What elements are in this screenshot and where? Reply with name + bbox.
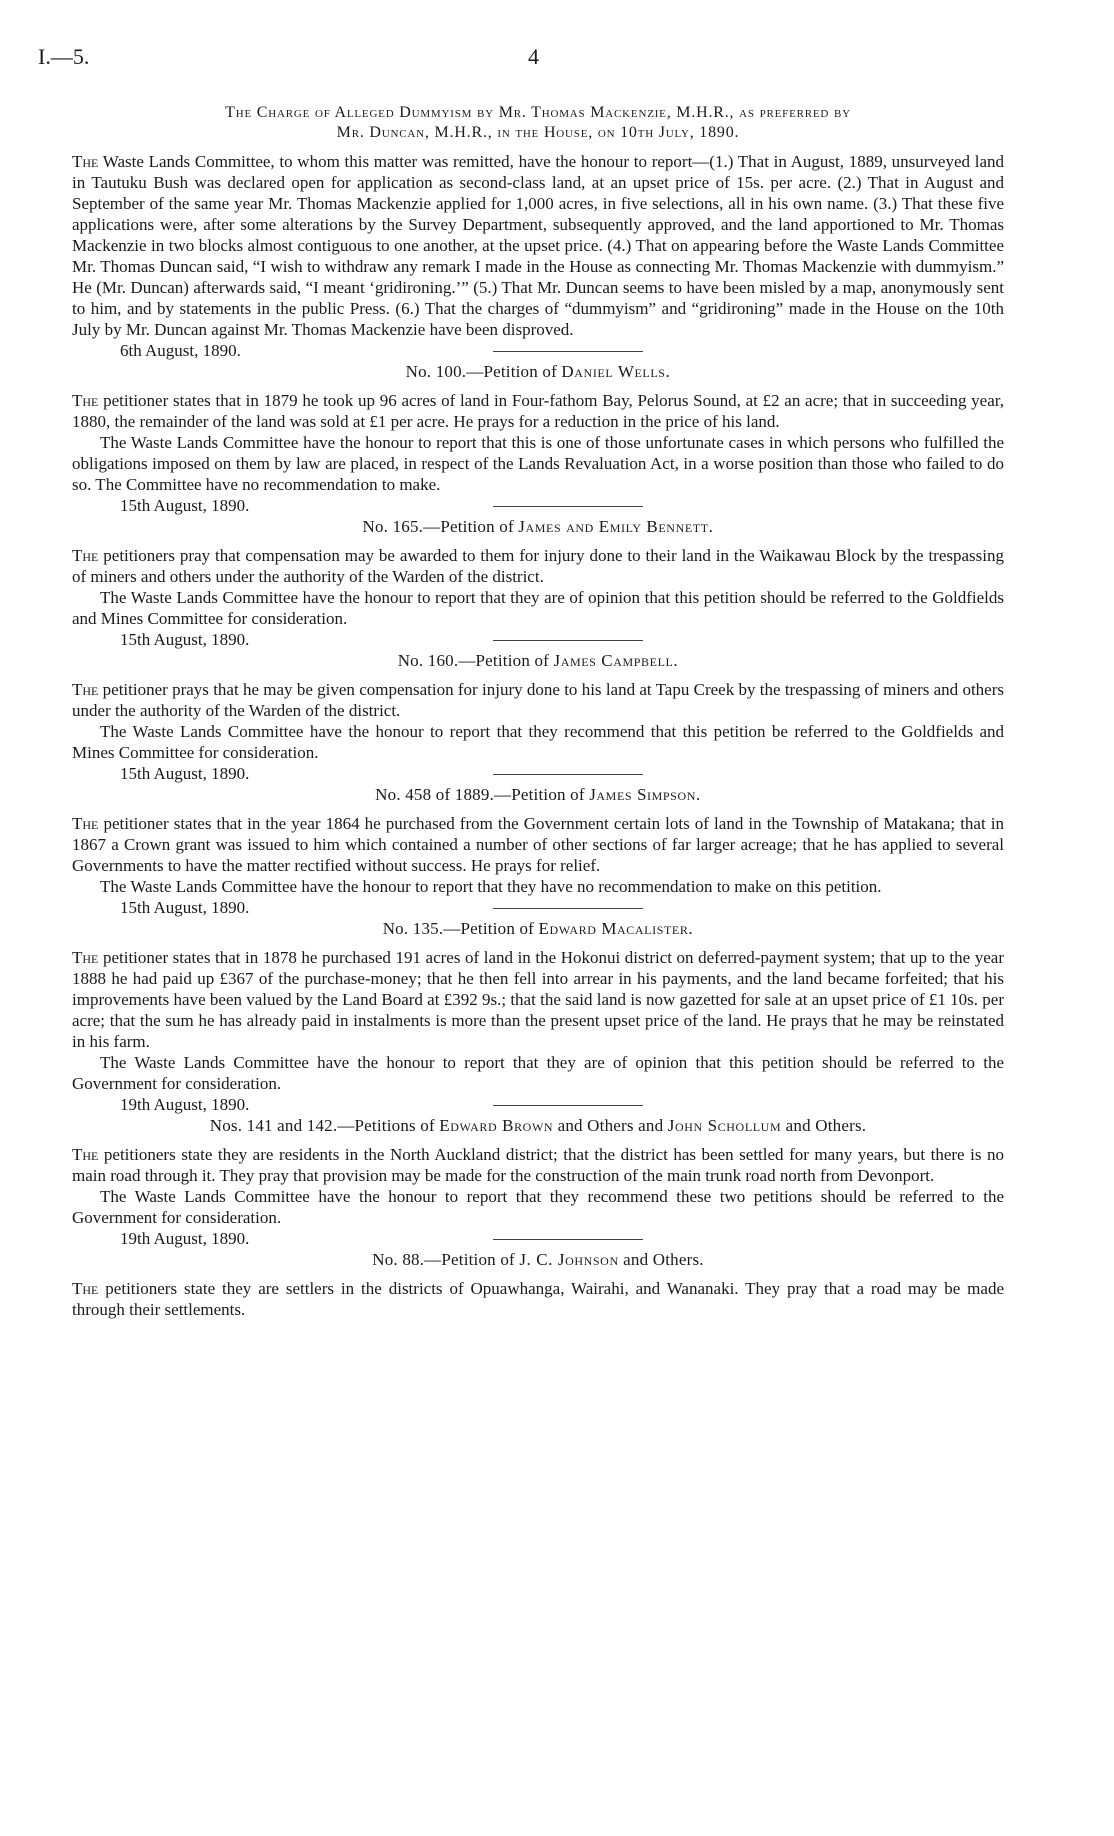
page-number: 4 [528, 44, 539, 69]
section-divider [493, 1239, 643, 1240]
petition-number: Nos. 141 and 142.—Petitions of [209, 1116, 440, 1135]
petition-paragraph [72, 1278, 1004, 1320]
lead-word: The [72, 680, 99, 699]
document-body [72, 103, 1004, 1326]
petitioner-name: John Schollum [667, 1116, 782, 1135]
petition-number: No. 135.—Petition of [382, 919, 539, 938]
paragraph-text: Waste Lands Committee, to whom this matter was remitted, have the honour to report—(1.) That in August, 1889, unsurveyed land in Tautuku Bush was declared open for application as second-class land, at an upset price of 15s. per acre. (2.) That in August and September of the same year Mr. Thomas Mackenzie applied for 1,000 acres, in five selections, all in his own name. (3.) That these five applications were, after some alterations by the Survey Department, subsequently approved, and the land apportioned to Mr. Thomas Mackenzie in two blocks almost contiguous to one another, at the upset price. (4.) That on appearing before the Waste Lands Committee Mr. Thomas Duncan said, “I wish to withdraw any remark I made in the House as connecting Mr. Thomas Mackenzie with dummyism.” He (Mr. Duncan) afterwards said, “I meant ‘gridironing.’” (5.) That Mr. Duncan seems to have been misled by a map, anonymously sent to him, and by statements in the public Press. (6.) That the charges of “dummyism” and “gridironing” made in the House on the 10th July by Mr. Duncan against Mr. Thomas Mackenzie have been disproved. [72, 152, 1004, 339]
petition-number: No. 100.—Petition of [405, 362, 562, 381]
lead-word: The [72, 814, 99, 833]
section-title-line: The Charge of Alleged Dummyism by Mr. Thomas Mackenzie, M.H.R., as preferred by [225, 104, 851, 121]
lead-word: The [72, 152, 99, 171]
lead-word: The [72, 948, 99, 967]
paragraph-text: petitioners state they are settlers in the districts of Opuawhanga, Wairahi, and Wananaki. They pray that a road may be made through their settlements. [72, 1279, 1004, 1319]
committee-report-paragraph: The Waste Lands Committee have the honour to report that they have no recommendation to make on this petition. [100, 877, 882, 896]
title-suffix: and Others. [781, 1116, 867, 1135]
petition-title [72, 362, 1004, 382]
petitioner-name: James Simpson. [589, 785, 701, 804]
petition-section [72, 1250, 1004, 1320]
petition-paragraph [72, 545, 1004, 587]
lead-word: The [72, 1145, 99, 1164]
petition-number: No. 458 of 1889.—Petition of [375, 785, 590, 804]
lead-word: The [72, 391, 99, 410]
report-date: 6th August, 1890. [120, 341, 241, 360]
petition-paragraph [72, 679, 1004, 721]
petition-title [72, 919, 1004, 939]
petition-section [72, 785, 1004, 917]
report-date: 15th August, 1890. [120, 764, 250, 783]
paragraph-text: petitioner states that in 1878 he purchased 191 acres of land in the Hokonui district on deferred-payment system; that up to the year 1888 he had paid up £367 of the purchase-money; that he then fell into arrear in his payments, and the land became forfeited; that his improvements have been valued by the Land Board at £392 9s.; that the said land is now gazetted for sale at an upset price of £1 10s. per acre; that the sum he has already paid in instalments is more than the present upset price of the land. He prays that he may be reinstated in his farm. [72, 948, 1004, 1051]
petition-title [72, 1116, 1004, 1136]
petition-paragraph [72, 390, 1004, 432]
paragraph-text: petitioners pray that compensation may be awarded to them for injury done to their land in the Waikawau Block by the trespassing of miners and others under the authority of the Warden of the district. [72, 546, 1004, 586]
petitioner-name: Daniel Wells. [561, 362, 671, 381]
section-divider [493, 640, 643, 641]
petitioner-name: Edward Brown [439, 1116, 554, 1135]
report-date: 19th August, 1890. [120, 1095, 250, 1114]
committee-report-paragraph: The Waste Lands Committee have the honour to report that they are of opinion that this petition should be referred to the Goldfields and Mines Committee for consideration. [72, 588, 1004, 628]
section-title-line: Mr. Duncan, M.H.R., in the House, on 10th July, 1890. [336, 124, 740, 141]
petition-number: No. 88.—Petition of [372, 1250, 520, 1269]
petition-title [72, 1250, 1004, 1270]
section-divider [493, 908, 643, 909]
petition-paragraph [72, 947, 1004, 1052]
petition-paragraph [72, 1144, 1004, 1186]
petition-section [72, 517, 1004, 649]
paragraph-text: petitioner states that in 1879 he took up 96 acres of land in Four-fathom Bay, Pelorus Sound, at £2 an acre; that in succeeding year, 1880, the remainder of the land was sold at £1 per acre. He prays for a reduction in the price of his land. [72, 391, 1004, 431]
petitioner-name: J. C. Johnson [519, 1250, 619, 1269]
petitioner-name: James and Emily Bennett. [518, 517, 714, 536]
report-date: 15th August, 1890. [120, 630, 250, 649]
report-paragraph [72, 151, 1004, 340]
paper-reference: I.—5. [38, 44, 90, 69]
petition-section [72, 919, 1004, 1114]
report-date: 19th August, 1890. [120, 1229, 250, 1248]
section-title [72, 103, 1004, 143]
petition-number: No. 160.—Petition of [397, 651, 554, 670]
paragraph-text: petitioner prays that he may be given compensation for injury done to his land at Tapu Creek by the trespassing of miners and others under the authority of the Warden of the district. [72, 680, 1004, 720]
petition-paragraph [72, 813, 1004, 876]
petition-title [72, 785, 1004, 805]
section-divider [493, 506, 643, 507]
lead-word: The [72, 1279, 99, 1298]
paragraph-text: petitioners state they are residents in the North Auckland district; that the district has been settled for many years, but there is no main road through it. They pray that provision may be made for the construction of the main trunk road north from Devonport. [72, 1145, 1004, 1185]
lead-word: The [72, 546, 99, 565]
petition-title [72, 651, 1004, 671]
title-suffix: and Others. [618, 1250, 704, 1269]
committee-report-paragraph: The Waste Lands Committee have the honour to report that this is one of those unfortunate cases in which persons who fulfilled the obligations imposed on them by law are placed, in respect of the Lands Revaluation Act, in a worse position than those who failed to do so. The Committee have no recommendation to make. [72, 433, 1004, 494]
committee-report-paragraph: The Waste Lands Committee have the honour to report that they recommend that this petition be referred to the Goldfields and Mines Committee for consideration. [72, 722, 1004, 762]
report-date: 15th August, 1890. [120, 898, 250, 917]
paragraph-text: petitioner states that in the year 1864 he purchased from the Government certain lots of land in the Township of Matakana; that in 1867 a Crown grant was issued to him which contained a number of other sections of far larger acreage; that he has applied to several Governments to have the matter rectified without success. He prays for relief. [72, 814, 1004, 875]
section-divider [493, 351, 643, 352]
petition-title [72, 517, 1004, 537]
petitioner-name: Edward Macalister. [538, 919, 694, 938]
petitioner-name: James Campbell. [553, 651, 679, 670]
section-divider [493, 774, 643, 775]
committee-report-paragraph: The Waste Lands Committee have the honour to report that they recommend these two petitions should be referred to the Government for consideration. [72, 1187, 1004, 1227]
title-connector: and Others and [553, 1116, 668, 1135]
committee-report-paragraph: The Waste Lands Committee have the honour to report that they are of opinion that this petition should be referred to the Government for consideration. [72, 1053, 1004, 1093]
petition-number: No. 165.—Petition of [362, 517, 519, 536]
petition-section [72, 651, 1004, 783]
section-divider [493, 1105, 643, 1106]
running-head [38, 44, 998, 74]
report-section-dummyism [72, 103, 1004, 360]
report-date: 15th August, 1890. [120, 496, 250, 515]
petition-section [72, 1116, 1004, 1248]
petition-section [72, 362, 1004, 515]
